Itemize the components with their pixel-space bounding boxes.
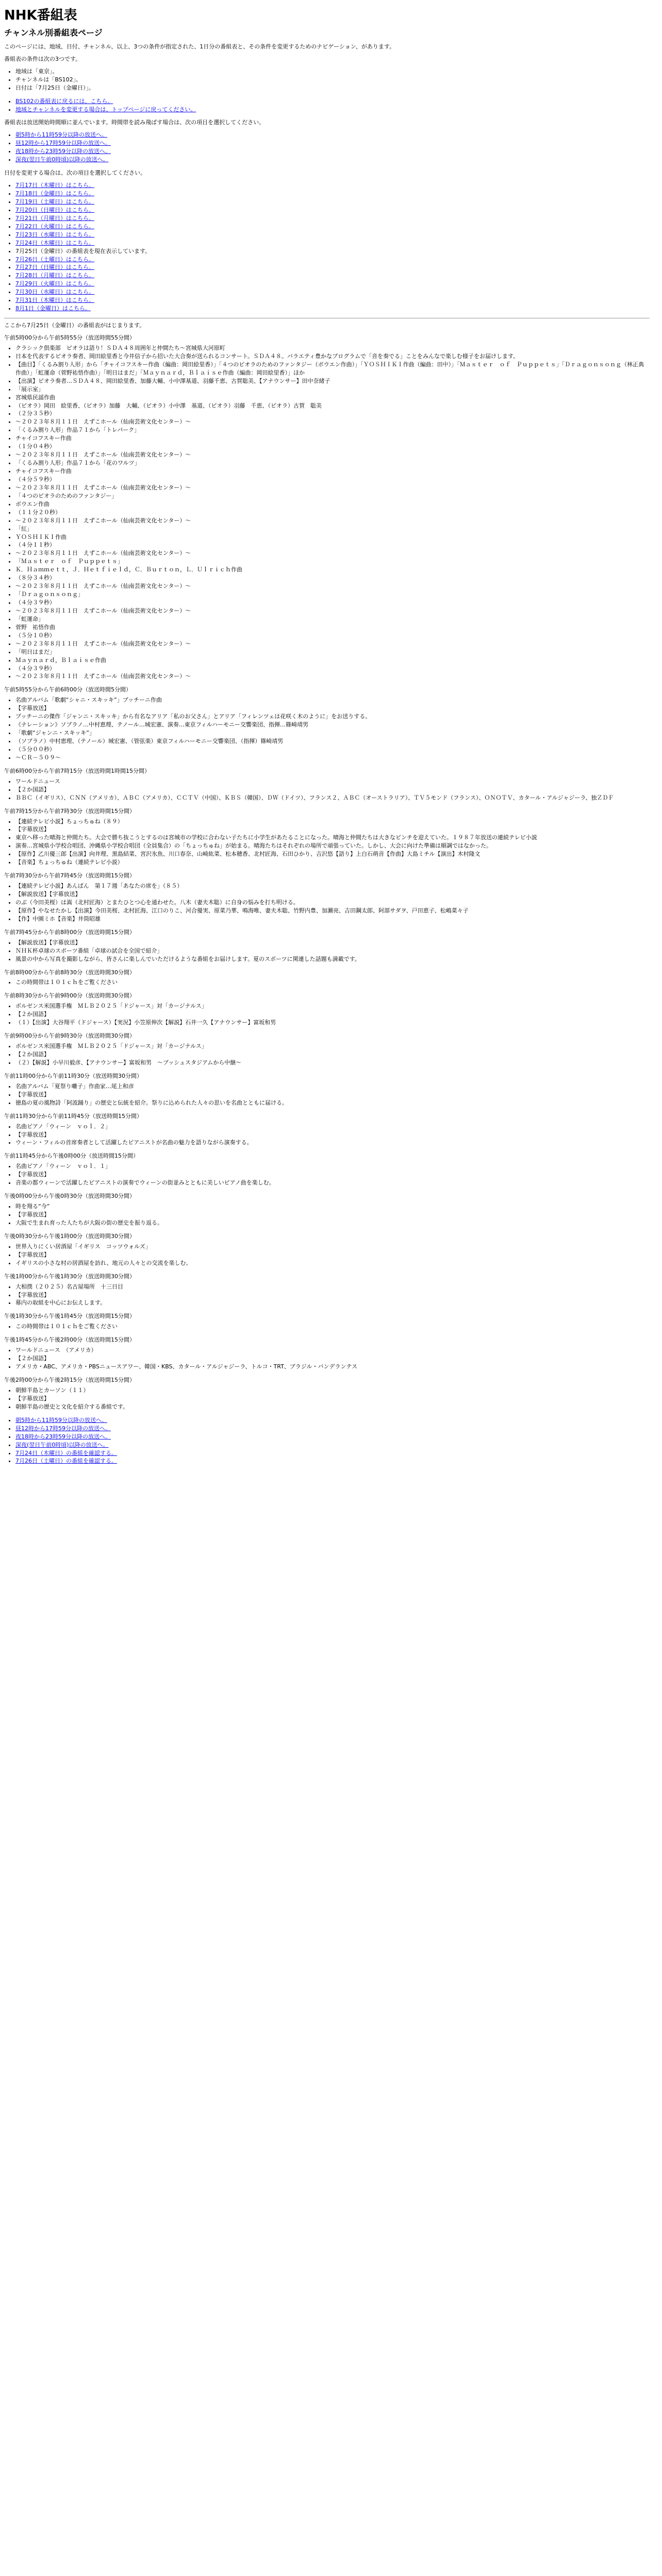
program-detail: • ～２０２３年８月１１日 えずこホール（仙南芸術文化センター）～ xyxy=(15,582,650,590)
program-detail: • （４分３９秒） xyxy=(15,599,650,607)
program-title: • ワールドニュース xyxy=(15,777,650,786)
date-nav-link[interactable]: 7月28日（月曜日）はこちら。 xyxy=(15,272,94,279)
bottom-nav xyxy=(4,1416,650,1466)
program-detail: • 徳島の夏の風物詩「阿波踊り」の歴史と伝統を紹介。祭りに込められた人々の思いを名曲とともに届ける。 xyxy=(15,1099,650,1107)
program-entry xyxy=(4,777,650,802)
condition-item: • 地域は「東京」。 xyxy=(15,67,650,76)
program-time: 午前6時00分から午前7時15分（放送時間1時間15分間） xyxy=(4,767,150,774)
program-detail: • のぶ（今田美桜）は嵩（北村匠海）とまたひとつ心を通わせた。八木（妻夫木聡）に自身の悩みを打ち明ける。 xyxy=(15,899,650,907)
program-title: • 【連続テレビ小説】あんぱん 第１７週「あなたの席を」（８５） xyxy=(15,882,650,890)
bottom-nav-link[interactable]: 朝5時から11時59分以降の放送へ。 xyxy=(15,1416,107,1423)
program-detail: • （ソプラノ）中村恵理、（テノール）城宏憲、（管弦楽）東京フィルハーモニー交響楽団、（指揮）篠崎靖男 xyxy=(15,737,650,745)
program-detail: • 【解説放送】【字幕放送】 xyxy=(15,890,650,899)
program-list xyxy=(4,334,650,1411)
program-entry xyxy=(4,1243,650,1267)
program-entry xyxy=(4,1323,650,1331)
program-title: • 大相撲（２０２５）名古屋場所 十三日目 xyxy=(15,1283,650,1291)
condition-item: • チャンネルは「BS102」。 xyxy=(15,76,650,84)
date-nav-link[interactable]: 7月29日（火曜日）はこちら。 xyxy=(15,280,94,287)
program-entry xyxy=(4,939,650,963)
date-nav-link[interactable]: 7月22日（火曜日）はこちら。 xyxy=(15,223,94,230)
program-detail: • ～２０２３年８月１１日 えずこホール（仙南芸術文化センター）～ xyxy=(15,418,650,426)
channel-schedule-link[interactable]: BS102の番組表に戻るには、こちら。 xyxy=(15,97,113,105)
program-title: • 【解説放送】【字幕放送】 xyxy=(15,939,650,947)
program-title: • ボルゼンス米国選手権 ＭＬＢ２０２５「ドジャース」対「カージナルス」 xyxy=(15,1042,650,1050)
program-time: 午後2時00分から午後2時15分（放送時間15分間） xyxy=(4,1377,135,1383)
program-detail: • 朝鮮半島の歴史と文化を紹介する番組です。 xyxy=(15,1403,650,1411)
program-detail: • 東京へ移った晴海と仲間たち。大会で勝ち抜こうとするのは宮城市の学校に合わない子たちに小学生があたることになった。晴海と仲間たちは大きなピンチを迎えていた。１９８７年放送の連続テレビ小説 xyxy=(15,834,650,842)
time-nav-link[interactable]: 昼12時から17時59分以降の放送へ。 xyxy=(15,140,111,147)
program-detail: • アメリカ・ABC、アメリカ・PBSニュースアワー、韓国・KBS、カタール・アルジャジーラ、トルコ・TRT、ブラジル・バンデランテス xyxy=(15,1363,650,1371)
bottom-nav-link[interactable]: 昼12時から17時59分以降の放送へ。 xyxy=(15,1425,111,1432)
program-time: 午前11時30分から午前11時45分（放送時間15分間） xyxy=(4,1112,142,1120)
program-detail: • ＮＨＫ杯卓球のスポーツ番組「卓球の試合を全国で紹介」 xyxy=(15,947,650,955)
program-entry xyxy=(4,696,650,762)
program-detail: • ～２０２３年８月１１日 えずこホール（仙南芸術文化センター）～ xyxy=(15,484,650,492)
program-time: 午後0時30分から午後1時00分（放送時間30分間） xyxy=(4,1232,135,1240)
bottom-nav-link[interactable]: 7月26日（土曜日）の番組を確認する。 xyxy=(15,1458,117,1465)
program-detail: • 「くるみ割り人形」作品７１から「花のワルツ」 xyxy=(15,459,650,467)
program-detail: • （２）【解説】小早川毅彦、【アナウンサー】富坂和男 ～ブッシュスタジアムから中継～ xyxy=(15,1059,650,1067)
program-detail: • 「明日はまだ」 xyxy=(15,648,650,656)
program-detail: • 菅野 祐悟作曲 xyxy=(15,623,650,632)
time-nav-link[interactable]: 夜18時から23時59分以降の放送へ。 xyxy=(15,148,111,155)
program-detail: • ＹＯＳＨＩＫＩ作曲 xyxy=(15,533,650,541)
program-detail: • ＢＢＣ（イギリス）、ＣＮＮ（アメリカ）、ＡＢＣ（アメリカ）、ＣＣＴＶ（中国）、ＫＢＳ（韓国）、ＤＷ（ドイツ）、フランス２、ＡＢＣ（オーストラリア）、ＴＶ５モンド（フランス）、ＯＮＯＴＶ、カタール・アルジャジーラ、独ＺＤＦ xyxy=(15,794,650,802)
program-detail: • 「紅」 xyxy=(15,525,650,533)
program-title: • この時間帯は１０１ｃｈをご覧ください xyxy=(15,1323,650,1331)
bottom-nav-link[interactable]: 7月24日（木曜日）の番組を確認する。 xyxy=(15,1449,117,1456)
program-entry xyxy=(4,978,650,987)
program-detail: • （８分３４秒） xyxy=(15,574,650,582)
program-detail: • 【２か国語】 xyxy=(15,786,650,794)
date-nav-current: 7月25日（金曜日）の番組表を現在表示しています。 xyxy=(15,247,151,255)
program-detail: • 【２か国語】 xyxy=(15,1010,650,1019)
date-nav-link[interactable]: 7月30日（水曜日）はこちら。 xyxy=(15,289,94,296)
program-detail: • 【２か国語】 xyxy=(15,1354,650,1363)
program-detail: • （１分０４秒） xyxy=(15,443,650,451)
program-detail: • ～２０２３年８月１１日 えずこホール（仙南芸術文化センター）～ xyxy=(15,640,650,648)
program-title: • 名曲ピアノ「ウィーン ｖｏｌ．２」 xyxy=(15,1123,650,1131)
program-time: 午前5時55分から午前6時00分（放送時間5分間） xyxy=(4,686,131,693)
program-time: 午前7時30分から午前7時45分（放送時間15分間） xyxy=(4,872,135,879)
bottom-nav-link[interactable]: 夜18時から23時59分以降の放送へ。 xyxy=(15,1433,111,1440)
program-time: 午後1時30分から午後1時45分（放送時間15分間） xyxy=(4,1313,135,1320)
program-time: 午後1時00分から午後1時30分（放送時間30分間） xyxy=(4,1273,135,1280)
program-entry xyxy=(4,818,650,867)
program-detail: • 「歌劇“ジャンニ・スキッキ”」 xyxy=(15,729,650,737)
date-nav-link[interactable]: 7月17日（木曜日）はこちら。 xyxy=(15,182,94,189)
program-detail: • 【原作】やなせたかし【出演】今田美桜、北村匠海、江口のりこ、河合優実、原菜乃華、鳴海唯、妻夫木聡、竹野内豊、加瀬亮、吉田鋼太郎、阿部サダヲ、戸田恵子、松嶋菜々子 xyxy=(15,907,650,915)
program-time: 午前9時00分から午前9時30分（放送時間30分間） xyxy=(4,1032,135,1040)
page-subtitle: チャンネル別番組表ページ xyxy=(4,27,103,38)
program-title: • 名曲アルバム「夏祭り囃子」作曲家…尾上和彦 xyxy=(15,1082,650,1091)
conditions-heading: 番組表の条件は次の3つです。 xyxy=(4,55,81,62)
date-nav-link[interactable]: 7月27日（日曜日）はこちら。 xyxy=(15,264,94,271)
program-detail: • （１１分２０秒） xyxy=(15,509,650,517)
program-title: • 朝鮮半島とカーソン（１１） xyxy=(15,1386,650,1395)
time-nav-link[interactable]: 深夜(翌日午前0時頃)以降の放送へ。 xyxy=(15,156,109,163)
program-detail: • 【字幕放送】 xyxy=(15,825,650,834)
program-detail: • 【出演】ピオラ奏者…ＳＤＡ４８、岡田絵里香、加藤大輔、小中澤基道、羽藤千恵、古賀聡美、【アナウンサー】田中奈緒子 xyxy=(15,377,650,385)
program-detail: • 《ナレーション》ソプラノ…中村恵理、テノール…城宏憲、演奏…東京フィルハーモニー交響楽団、指揮…篠崎靖男 xyxy=(15,721,650,729)
program-title: • 【連続テレビ小説】ちょっちゅね（８９） xyxy=(15,818,650,826)
program-detail: • 大阪で生まれ育った人たちが大阪の街の歴史を振り返る。 xyxy=(15,1219,650,1227)
date-nav-link[interactable]: 7月31日（木曜日）はこちら。 xyxy=(15,297,94,304)
program-detail: • プッチーニの傑作「ジャンニ・スキッキ」から有名なアリア「私のお父さん」とアリア「フィレンツェは花咲く木のように」をお送りする。 xyxy=(15,713,650,721)
program-detail: • （５分００秒） xyxy=(15,745,650,754)
date-nav-link[interactable]: 7月21日（月曜日）はこちら。 xyxy=(15,214,94,222)
program-title: • クラシック倶楽部 ピオラは語り！ＳＤＡ４８周囲年と仲間たち～宮城県大河原町 xyxy=(15,344,650,352)
program-time: 午前11時00分から午前11時30分（放送時間30分間） xyxy=(4,1072,142,1079)
program-detail: • 風景の中から写真を撮影しながら、皆さんに楽しんでいただけるような番組をお届けします。夏のスポーツに関連した話題も満載です。 xyxy=(15,955,650,963)
program-detail: • チャイコフスキー作曲 xyxy=(15,434,650,443)
program-detail: • 【字幕放送】 xyxy=(15,1251,650,1259)
program-detail: • 【作】中園ミホ【音楽】井筒昭雄 xyxy=(15,915,650,923)
time-nav-heading: 番組表は放送開始時間順に並んでいます。時間帯を読み飛ばす場合は、次の項目を選択してください。 xyxy=(4,119,265,126)
program-detail: • ボウエン作曲 xyxy=(15,500,650,509)
program-detail: • 【曲目】「くるみ割り人形」から「チャイコフスキー作曲（編曲：岡田絵里香）」「４つのピオラのためのファンタジー（ボウエン作曲）」「ＹＯＳＨＩＫＩ作曲（編曲：田中）」「Ｍａｓｔｅｒ ｏｆ Ｐｕｐｐｅｔｓ」「Ｄｒａｇｏｎｓｏｎｇ（林正典作曲）」「虹運命（菅野祐悟作曲）」「明日はまだ」「Ｍａｙｎａｒｄ，Ｂｌａｉｓｅ作曲（編曲：岡田絵里香）」ほか xyxy=(15,361,650,377)
program-title: • 時を翔る“今” xyxy=(15,1202,650,1211)
time-nav xyxy=(4,131,650,164)
program-time: 午前7時15分から午前7時30分（放送時間15分間） xyxy=(4,807,135,815)
program-title: • 世界入りにくい居酒屋「イギリス コッツウォルズ」 xyxy=(15,1243,650,1251)
program-detail: • ～２０２３年８月１１日 えずこホール（仙南芸術文化センター）～ xyxy=(15,549,650,557)
date-nav xyxy=(4,181,650,313)
program-detail: • 「くるみ割り人形」作品７１から「トレパーク」 xyxy=(15,426,650,434)
program-detail: • 【字幕放送】 xyxy=(15,1171,650,1179)
program-detail: • （ピオラ）岡田 絵里香、（ピオラ）加藤 大輔、（ピオラ）小中澤 基道、（ピオラ）羽藤 千恵、（ピオラ）古賀 聡美 xyxy=(15,402,650,410)
program-entry xyxy=(4,1002,650,1027)
intro-text: このページには、地域、日付、チャンネル、以上、3つの条件が指定された、1日分の番組表と、その条件を変更するためのナビゲーション、があります。 xyxy=(4,43,395,50)
bottom-nav-link[interactable]: 深夜(翌日午前0時頃)以降の放送へ。 xyxy=(15,1441,109,1448)
top-page-link[interactable]: 地域とチャンネルを変更する場合は、トップページに戻ってください。 xyxy=(15,106,196,113)
date-nav-link[interactable]: 7月18日（金曜日）はこちら。 xyxy=(15,190,94,197)
program-detail: • 幕内の取組を中心にお伝えします。 xyxy=(15,1299,650,1307)
program-time: 午後1時45分から午後2時00分（放送時間15分間） xyxy=(4,1336,135,1344)
program-detail: • 「４つのピオラのためのファンタジー」 xyxy=(15,492,650,500)
program-detail: • イギリスの小さな村の居酒屋を訪れ、地元の人々との交流を楽しむ。 xyxy=(15,1259,650,1267)
program-detail: • ～２０２３年８月１１日 えずこホール（仙南芸術文化センター）～ xyxy=(15,672,650,681)
program-detail: • （１）【出演】大谷翔平（ドジャース）【実況】小笠原伸次【解説】石井一久【アナウンサー】富坂和男 xyxy=(15,1019,650,1027)
program-entry xyxy=(4,1123,650,1147)
schedule-start: ここから7月25日（金曜日）の番組表がはじまります。 xyxy=(4,322,145,329)
program-detail: • 【字幕放送】 xyxy=(15,1131,650,1139)
conditions-list xyxy=(4,67,650,92)
program-detail: • 音楽の都ウィーンで活躍したピアニストの演奏でウィーンの街並みとともに美しいピアノ曲を楽しむ。 xyxy=(15,1179,650,1187)
program-entry xyxy=(4,1202,650,1227)
program-entry xyxy=(4,882,650,923)
condition-item: • 日付は「7月25日（金曜日）」。 xyxy=(15,84,650,92)
program-detail: • （４分１１秒） xyxy=(15,541,650,549)
program-detail: • Ｋ．Ｈａｍｍｅｔｔ，Ｊ．Ｈｅｔｆｉｅｌｄ，Ｃ．Ｂｕｒｔｏｎ，Ｌ．Ｕｌｒｉｃｈ作曲 xyxy=(15,566,650,574)
program-entry xyxy=(4,1283,650,1308)
program-detail: • 【字幕放送】 xyxy=(15,704,650,713)
program-title: • この時間帯は１０１ｃｈをご覧ください xyxy=(15,978,650,987)
date-nav-link[interactable]: 7月26日（土曜日）はこちら。 xyxy=(15,256,94,263)
program-detail: • （５分１０秒） xyxy=(15,632,650,640)
program-detail: • 「Ｍａｓｔｅｒ ｏｆ Ｐｕｐｐｅｔｓ」 xyxy=(15,557,650,566)
program-time: 午後0時00分から午後0時30分（放送時間30分間） xyxy=(4,1193,135,1200)
date-nav-link[interactable]: 7月24日（木曜日）はこちら。 xyxy=(15,239,94,246)
time-nav-link[interactable]: 朝5時から11時59分以降の放送へ。 xyxy=(15,131,107,139)
program-entry xyxy=(4,344,650,681)
program-entry xyxy=(4,1042,650,1067)
program-time: 午前7時45分から午前8時00分（放送時間15分間） xyxy=(4,928,135,936)
program-detail: • 日本を代表するピオラ奏者、岡田絵里香と今井信子から招いた大合奏が送られるコンサート。ＳＤＡ４８。バラエティ豊かなプログラムで「音を奏でる」ことをみんなで楽しむ様子をお届けします。 xyxy=(15,352,650,361)
program-time: 午前8時30分から午前9時00分（放送時間30分間） xyxy=(4,992,135,999)
program-detail: • ～ＣＲ－５０９～ xyxy=(15,754,650,762)
program-detail: • 「虹運命」 xyxy=(15,615,650,623)
program-detail: • 【字幕放送】 xyxy=(15,1211,650,1219)
date-nav-link[interactable]: 8月1日（金曜日）はこちら。 xyxy=(15,305,91,312)
program-detail: • Ｍａｙｎａｒｄ，Ｂｌａｉｓｅ作曲 xyxy=(15,656,650,665)
program-detail: • 宮城県民謡作曲 xyxy=(15,394,650,402)
program-detail: • チャイコフスキー作曲 xyxy=(15,467,650,476)
program-entry xyxy=(4,1346,650,1371)
program-detail: • 【２か国語】 xyxy=(15,1050,650,1059)
date-nav-link[interactable]: 7月23日（水曜日）はこちら。 xyxy=(15,231,94,238)
program-detail: • ～２０２３年８月１１日 えずこホール（仙南芸術文化センター）～ xyxy=(15,517,650,525)
date-nav-link[interactable]: 7月19日（土曜日）はこちら。 xyxy=(15,198,94,205)
program-title: • ワールドニュース （アメリカ） xyxy=(15,1346,650,1354)
program-detail: • （２分３５秒） xyxy=(15,410,650,418)
page-title: NHK番組表 xyxy=(4,8,77,23)
program-title: • 名曲ピアノ「ウィーン ｖｏｌ．１」 xyxy=(15,1162,650,1171)
program-detail: • 【字幕放送】 xyxy=(15,1091,650,1099)
channel-links xyxy=(4,97,650,114)
program-detail: • 「Ｄｒａｇｏｎｓｏｎｇ」 xyxy=(15,590,650,599)
program-detail: • 「展示室」 xyxy=(15,385,650,394)
program-detail: • 【字幕放送】 xyxy=(15,1395,650,1403)
program-time: 午前11時45分から午後0時00分（放送時間15分間） xyxy=(4,1153,139,1160)
program-entry xyxy=(4,1162,650,1187)
program-entry xyxy=(4,1386,650,1411)
program-time: 午前8時00分から午前8時30分（放送時間30分間） xyxy=(4,969,135,976)
program-detail: • （４分３９秒） xyxy=(15,665,650,673)
date-nav-link[interactable]: 7月20日（日曜日）はこちら。 xyxy=(15,206,94,213)
program-detail: • （４分５９秒） xyxy=(15,476,650,484)
program-detail: • ～２０２３年８月１１日 えずこホール（仙南芸術文化センター）～ xyxy=(15,607,650,615)
program-title: • 名曲アルバム「歌劇“シャニ・スキッキ”」プッチーニ作曲 xyxy=(15,696,650,704)
program-detail: • ウィーン・フィルの首席奏者として活躍したピアニストが名曲の魅力を語りながら演奏する。 xyxy=(15,1139,650,1147)
program-detail: • 【字幕放送】 xyxy=(15,1291,650,1299)
program-detail: • 演奏…宮城県小学校合唱団、沖縄県小学校合唱団（全員集合）の「ちょっちゅね」が始まる。晴海たちはそれぞれの場所で頑張っていた。しかし、大会に向けた準備は順調ではなかった。 xyxy=(15,842,650,850)
program-title: • ボルゼンス米国選手権 ＭＬＢ２０２５「ドジャース」対「カージナルス」 xyxy=(15,1002,650,1010)
program-entry xyxy=(4,1082,650,1107)
program-detail: • ～２０２３年８月１１日 えずこホール（仙南芸術文化センター）～ xyxy=(15,451,650,459)
program-detail: • 【原作】乙川優三郎【出演】向井理、黒島結菜、宮沢氷魚、川口春奈、山崎紘菜、松本穂香、北村匠海、石田ひかり、吉沢悠【語り】上白石萌音【作曲】大島ミチル【演出】木村隆文 xyxy=(15,850,650,858)
program-time: 午前5時00分から午前5時55分（放送時間55分間） xyxy=(4,334,135,341)
date-nav-heading: 日付を変更する場合は、次の項目を選択してください。 xyxy=(4,170,146,177)
program-detail: • 【音楽】ちょっちゅね（連続テレビ小説） xyxy=(15,858,650,867)
